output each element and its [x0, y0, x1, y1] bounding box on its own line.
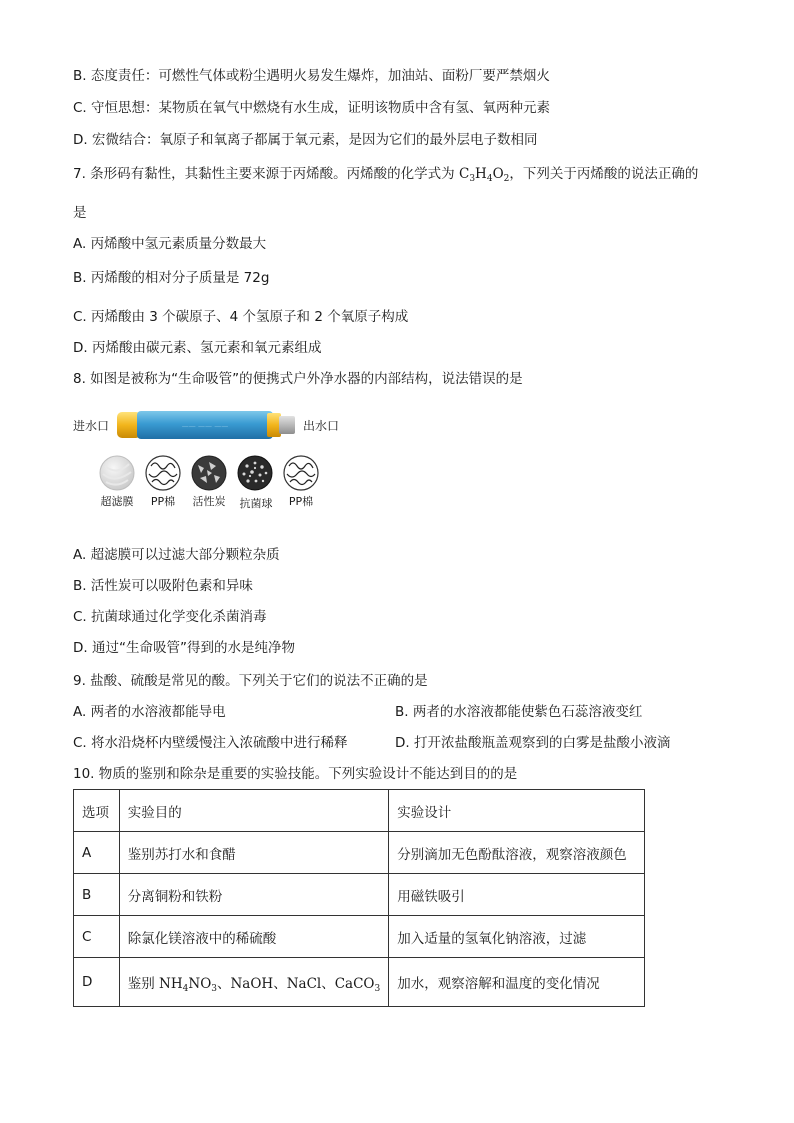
- q9-option-c: C. 将水沿烧杯内壁缓慢注入浓硫酸中进行稀释: [73, 735, 348, 751]
- table-cell-purpose: 分离铜粉和铁粉: [119, 874, 388, 916]
- table-cell-design: 分别滴加无色酚酞溶液，观察溶液颜色: [389, 832, 645, 874]
- table-cell-design: 加水，观察溶解和温度的变化情况: [389, 958, 645, 1007]
- q7-formula: $C_3H_4O_2$: [458, 166, 510, 184]
- table-cell-option: A: [74, 832, 120, 874]
- q10-stem: 10. 物质的鉴别和除杂是重要的实验技能。下列实验设计不能达到目的的是: [73, 766, 518, 782]
- q8-option-d: D. 通过“生命吸管”得到的水是纯净物: [73, 640, 295, 656]
- table-row: [74, 832, 645, 874]
- filter-label-antibacterial-ball: 抗菌球: [239, 497, 273, 510]
- filter-label-activated-carbon: 活性炭: [192, 495, 226, 508]
- figure-outlet-label: 出水口: [303, 419, 340, 433]
- table-cell-option: C: [74, 916, 120, 958]
- q9-stem: 9. 盐酸、硫酸是常见的酸。下列关于它们的说法不正确的是: [73, 673, 428, 689]
- q7-option-a: A. 丙烯酸中氢元素质量分数最大: [73, 236, 267, 252]
- table-cell-design: 用磁铁吸引: [389, 874, 645, 916]
- q7-option-b: B. 丙烯酸的相对分子质量是 72g: [73, 270, 270, 286]
- table-row: [74, 874, 645, 916]
- q8-option-a: A. 超滤膜可以过滤大部分颗粒杂质: [73, 547, 280, 563]
- filter-label-membrane: 超滤膜: [100, 495, 134, 508]
- table-cell-purpose: 鉴别 $NH_4NO_3$、NaOH、NaCl、CaCO$_3$: [119, 958, 388, 1007]
- table-cell-option: B: [74, 874, 120, 916]
- table-cell-purpose: 除氯化镁溶液中的稀硫酸: [119, 916, 388, 958]
- table-cell-purpose: 鉴别苏打水和食醋: [119, 832, 388, 874]
- life-straw-tube-illustration: [117, 410, 295, 440]
- q8-option-c: C. 抗菌球通过化学变化杀菌消毒: [73, 609, 267, 625]
- q7-stem: [73, 164, 698, 184]
- filter-label-pp-cotton-2: PP棉: [288, 495, 314, 508]
- q6-option-b: B. 态度责任：可燃性气体或粉尘遇明火易发生爆炸，加油站、面粉厂要严禁烟火: [73, 68, 550, 84]
- table-header-row: [74, 790, 645, 832]
- table-row: [74, 916, 645, 958]
- table-cell-option: D: [74, 958, 120, 1007]
- q9-option-b: B. 两者的水溶液都能使紫色石蕊溶液变红: [395, 704, 643, 720]
- q7-stem-wrap: 是: [73, 205, 87, 221]
- table-header-option: 选项: [74, 790, 120, 832]
- experiment-table: [73, 789, 645, 1007]
- q7-stem-before: 7. 条形码有黏性，其黏性主要来源于丙烯酸。丙烯酸的化学式为: [73, 166, 459, 182]
- q9-options-row-2: [73, 733, 713, 753]
- q8-option-b: B. 活性炭可以吸附色素和异味: [73, 578, 253, 594]
- q9-options-row-1: [73, 702, 713, 722]
- filter-label-pp-cotton-1: PP棉: [150, 495, 176, 508]
- q7-option-c: C. 丙烯酸由 3 个碳原子、4 个氢原子和 2 个氧原子构成: [73, 309, 409, 325]
- table-header-purpose: 实验目的: [119, 790, 388, 832]
- q8-stem: 8. 如图是被称为“生命吸管”的便携式户外净水器的内部结构，说法错误的是: [73, 371, 523, 387]
- table-header-design: 实验设计: [389, 790, 645, 832]
- table-cell-design: 加入适量的氢氧化钠溶液，过滤: [389, 916, 645, 958]
- q7-option-d: D. 丙烯酸由碳元素、氢元素和氧元素组成: [73, 340, 322, 356]
- table-row: [74, 958, 645, 1007]
- figure-inlet-label: 进水口: [73, 419, 110, 433]
- q9-option-a: A. 两者的水溶液都能导电: [73, 704, 226, 720]
- q6-option-d: D. 宏微结合：氧原子和氧离子都属于氧元素，是因为它们的最外层电子数相同: [73, 132, 538, 148]
- svg-text:—— —— ——: —— —— ——: [181, 422, 229, 430]
- q6-option-c: C. 守恒思想：某物质在氧气中燃烧有水生成，证明该物质中含有氢、氧两种元素: [73, 100, 551, 116]
- q9-option-d: D. 打开浓盐酸瓶盖观察到的白雾是盐酸小液滴: [395, 735, 671, 751]
- q7-stem-after: ，下列关于丙烯酸的说法正确的: [509, 166, 699, 182]
